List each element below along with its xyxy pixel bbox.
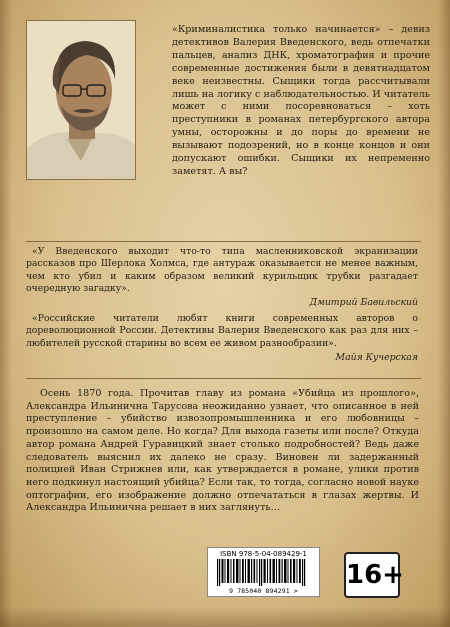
review-quote-text: «Российские читатели любят книги современных авторов о дореволюционной России. Детективы Валерия Введенского как раз для них – любителей русской старины во всем ее живом разнообразии». [26,313,418,349]
age-rating-badge: 16+ [344,552,400,598]
middle-divider [26,378,421,379]
review-quote-author: Майя Кучерская [335,351,418,363]
review-quote-1 [26,246,418,309]
review-quote-2 [26,313,418,364]
review-quote-text: «У Введенского выходит что-то типа масленниковской экранизации рассказов про Шерлока Холмса, где антураж оказывается не менее важным, чем кто убил и каким образом великий курильщик трубки разгадает очередную загадку». [26,246,418,294]
author-photo [26,20,136,180]
synopsis-paragraph: Осень 1870 года. Прочитав главу из романа «Убийца из прошлого», Александра Ильинична Тарусова неожиданно узнает, что описанное в ней преступление – убийство извозопромышленника и его любовницы – произошло на самом деле. Но когда? Для выхода газеты или после? Откуда автор романа Андрей Гуравицкий знает столько подробностей? Ведь даже следователь выяснил их далеко не сразу. Виновен ли задержанный полицией Иван Стрижнев или, как утверждается в романе, улики против него подкинул настоящий убийца? Если так, то тогда, согласно новой науке оптографии, его изображение должно отпечататься в глазах жертвы. И Александра Ильинична решает в них заглянуть… [26,388,419,514]
top-divider [26,241,421,242]
right-edge-shadow [438,0,450,627]
isbn-label: ISBN 978-5-04-089429-1 [220,550,307,558]
review-quote-author: Дмитрий Бавильский [309,297,418,309]
isbn-barcode [207,547,320,597]
author-portrait-image [27,21,135,179]
intro-paragraph: «Криминалистика только начинается» – девиз детективов Валерия Введенского, ведь отпечатки пальцев, анализ ДНК, хроматография и прочие современные достижения были в девятнадцатом веке неизвестны. Сыщики тогда рассчитывали лишь на логику с наблюдательностью. И читатель может с ними посоревноваться – хоть преступники в романах петербургского автора умны, осторожны и до поры до времени не вызывают подозрений, но в конце концов и они допускают ошибки. Сыщики их непременно заметят. А вы? [172,24,430,177]
barcode-digits: 9 785040 894291 > [229,587,298,595]
bottom-edge-shadow [0,607,450,627]
left-edge-shadow [0,0,12,627]
